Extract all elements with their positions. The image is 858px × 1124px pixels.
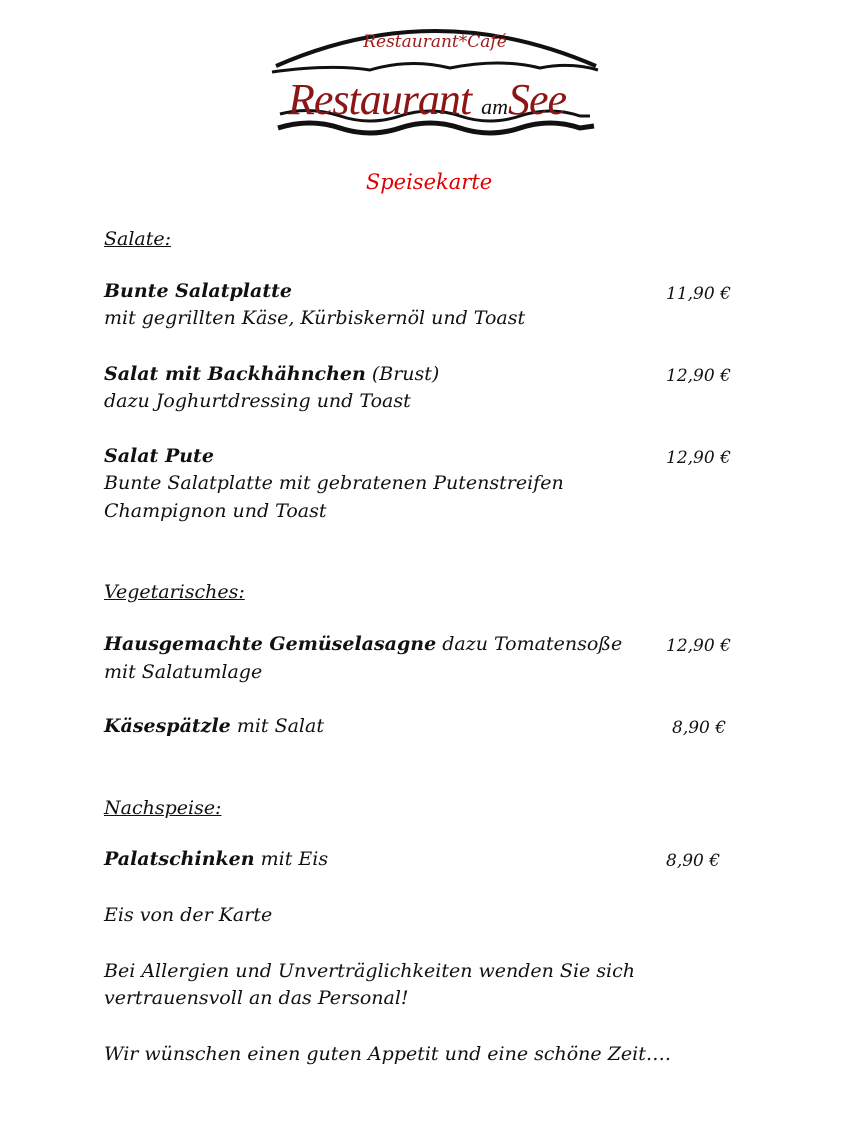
item-desc-bunte: mit gegrillten Käse, Kürbiskernöl und Toast <box>104 307 526 329</box>
item-price-spaetzle: 8,90 € <box>672 718 727 738</box>
note-allergy-2: vertrauensvoll an das Personal! <box>104 987 409 1009</box>
item-name-bunte: Bunte Salatplatte <box>104 280 292 302</box>
logo-see: See <box>508 75 567 124</box>
item-desc-lasagne: mit Salatumlage <box>104 661 263 683</box>
item-line-palatschinken <box>104 848 328 870</box>
note-allergy-1: Bei Allergien und Unverträglichkeiten wenden Sie sich <box>104 960 636 982</box>
section-nachspeise: Nachspeise: <box>104 797 222 819</box>
item-name-pute: Salat Pute <box>104 445 214 467</box>
logo-restaurant: Restaurant <box>288 75 472 124</box>
item-desc-backhaehnchen: dazu Joghurtdressing und Toast <box>104 390 411 412</box>
note-eis: Eis von der Karte <box>104 904 273 926</box>
item-line-lasagne <box>104 633 622 655</box>
item-price-backhaehnchen: 12,90 € <box>666 366 731 386</box>
restaurant-logo <box>270 14 600 138</box>
section-vegetarisches: Vegetarisches: <box>104 581 245 603</box>
item-desc-pute-2: Champignon und Toast <box>104 500 327 522</box>
item-name-spaetzle: Käsespätzle <box>104 715 231 737</box>
item-extra-spaetzle: mit Salat <box>230 715 324 737</box>
item-price-palatschinken: 8,90 € <box>666 851 721 871</box>
item-name-lasagne: Hausgemachte Gemüselasagne <box>104 633 437 655</box>
note-wish: Wir wünschen einen guten Appetit und eine schöne Zeit…. <box>104 1043 671 1065</box>
item-price-pute: 12,90 € <box>666 448 731 468</box>
page-title: Speisekarte <box>365 170 493 194</box>
logo-am: am <box>481 94 508 119</box>
item-name-palatschinken: Palatschinken <box>104 848 255 870</box>
item-extra-lasagne: dazu Tomatensoße <box>436 633 623 655</box>
item-price-lasagne: 12,90 € <box>666 636 731 656</box>
item-desc-pute-1: Bunte Salatplatte mit gebratenen Putenstreifen <box>104 472 564 494</box>
section-salate: Salate: <box>104 228 172 250</box>
item-line-spaetzle <box>104 715 324 737</box>
item-line-backhaehnchen <box>104 363 439 385</box>
item-name-backhaehnchen: Salat mit Backhähnchen <box>104 363 366 385</box>
logo-subtitle: Restaurant*Café <box>363 32 507 52</box>
item-extra-palatschinken: mit Eis <box>254 848 329 870</box>
item-extra-backhaehnchen: (Brust) <box>365 363 440 385</box>
logo-title <box>288 74 566 125</box>
item-price-bunte: 11,90 € <box>666 284 731 304</box>
